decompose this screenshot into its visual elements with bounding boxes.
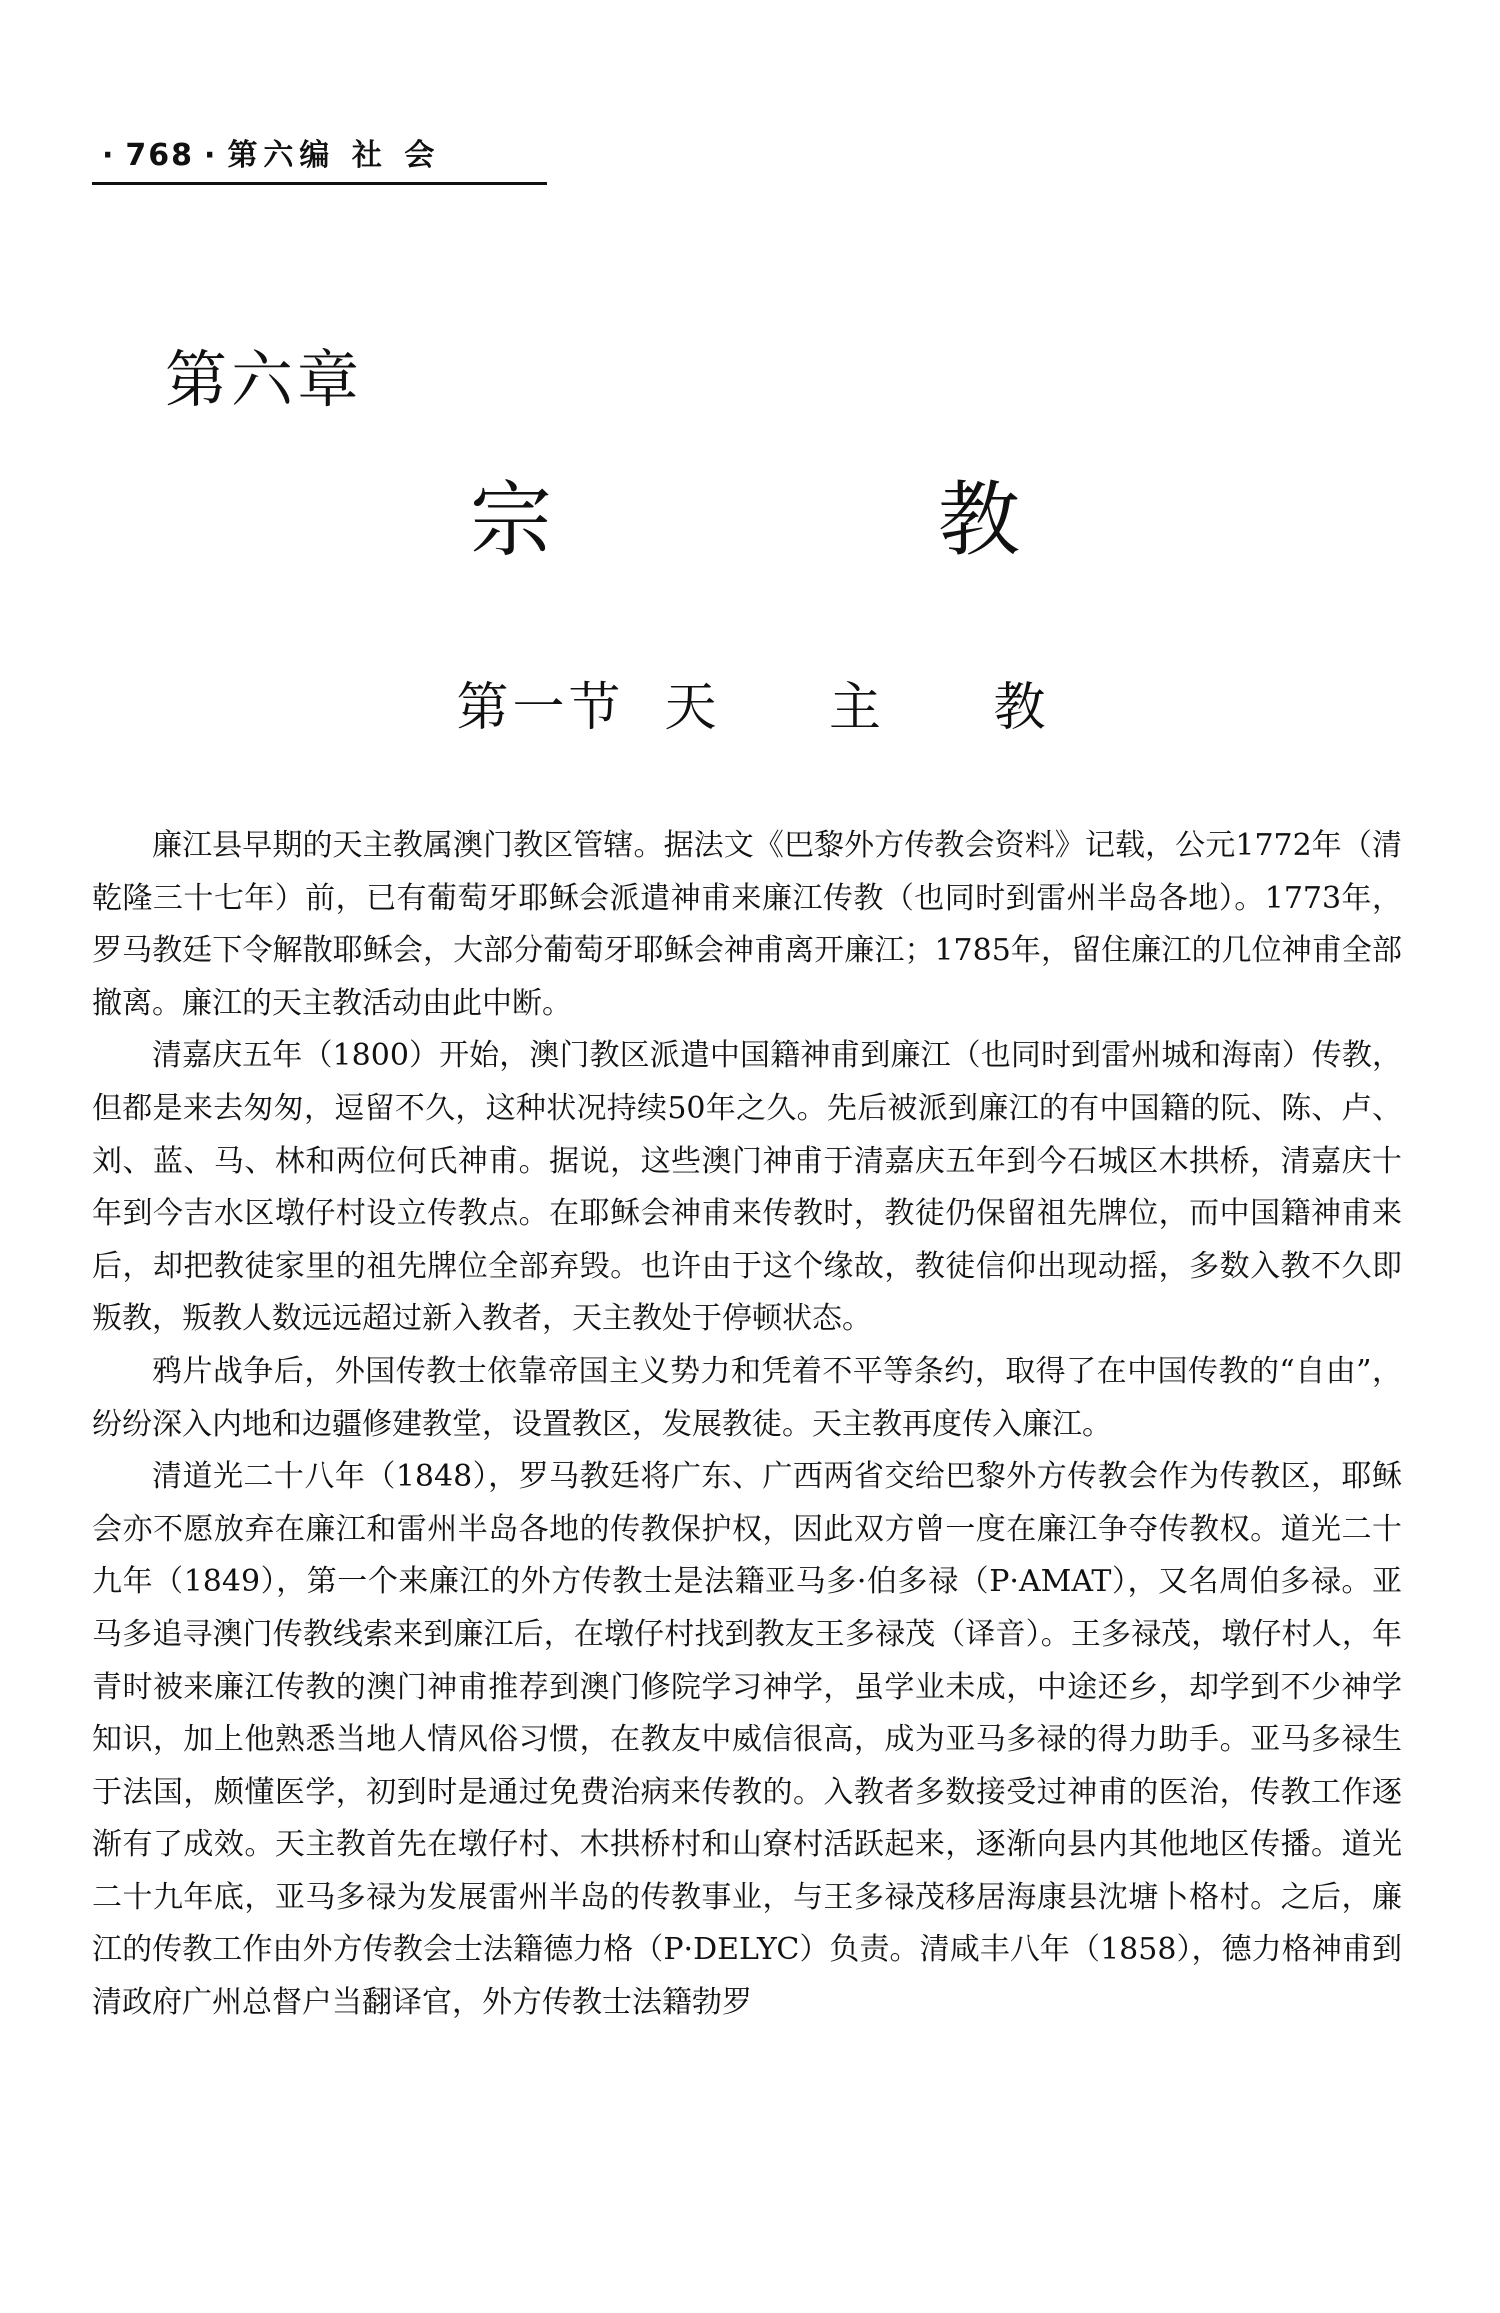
page-number: 768 bbox=[125, 138, 195, 173]
paragraph: 清道光二十八年（1848），罗马教廷将广东、广西两省交给巴黎外方传教会作为传教区，耶稣会亦不愿放弃在廉江和雷州半岛各地的传教保护权，因此双方曾一度在廉江争夺传教权。道光二十九年（1849），第一个来廉江的外方传教士是法籍亚马多·伯多禄（P·AMAT），又名周伯多禄。亚马多追寻澳门传教线索来到廉江后，在墩仔村找到教友王多禄茂（译音）。王多禄茂，墩仔村人，年青时被来廉江传教的澳门神甫推荐到澳门修院学习神学，虽学业未成，中途还乡，却学到不少神学知识，加上他熟悉当地人情风俗习惯，在教友中威信很高，成为亚马多禄的得力助手。亚马多禄生于法国，颇懂医学，初到时是通过免费治病来传教的。入教者多数接受过神甫的医治，传教工作逐渐有了成效。天主教首先在墩仔村、木拱桥村和山寮村活跃起来，逐渐向县内其他地区传播。道光二十九年底，亚马多禄为发展雷州半岛的传教事业，与王多禄茂移居海康县沈塘卜格村。之后，廉江的传教工作由外方传教会士法籍德力格（P·DELYC）负责。清咸丰八年（1858），德力格神甫到清政府广州总督户当翻译官，外方传教士法籍勃罗 bbox=[92, 1459, 1402, 2021]
chapter-label: 第六章 bbox=[165, 343, 364, 416]
body-text bbox=[92, 820, 1402, 2030]
section-heading bbox=[0, 665, 1500, 740]
paragraph: 廉江县早期的天主教属澳门教区管辖。据法文《巴黎外方传教会资料》记载，公元1772年（清乾隆三十七年）前，已有葡萄牙耶稣会派遣神甫来廉江传教（也同时到雷州半岛各地）。1773年，罗马教廷下令解散耶稣会，大部分葡萄牙耶稣会神甫离开廉江；1785年，留住廉江的几位神甫全部撤离。廉江的天主教活动由此中断。 bbox=[92, 828, 1402, 1021]
section-name: 天 主 教 bbox=[664, 678, 1094, 738]
separator-dot: · bbox=[204, 138, 218, 173]
separator-dot: · bbox=[102, 138, 116, 173]
paragraph: 鸦片战争后，外国传教士依靠帝国主义势力和凭着不平等条约，取得了在中国传教的“自由”，纷纷深入内地和边疆修建教堂，设置教区，发展教徒。天主教再度传入廉江。 bbox=[92, 1353, 1402, 1442]
paragraph: 清嘉庆五年（1800）开始，澳门教区派遣中国籍神甫到廉江（也同时到雷州城和海南）传教，但都是来去匆匆，逗留不久，这种状况持续50年之久。先后被派到廉江的有中国籍的阮、陈、卢、刘、蓝、马、林和两位何氏神甫。据说，这些澳门神甫于清嘉庆五年到今石城区木拱桥，清嘉庆十年到今吉水区墩仔村设立传教点。在耶稣会神甫来传教时，教徒仍保留祖先牌位，而中国籍神甫来后，却把教徒家里的祖先牌位全部弃毁。也许由于这个缘故，教徒信仰出现动摇，多数入教不久即叛教，叛教人数远远超过新入教者，天主教处于停顿状态。 bbox=[92, 1038, 1402, 1337]
chapter-title: 宗 教 bbox=[469, 473, 1201, 568]
part-title: 第六编 社 会 bbox=[227, 138, 441, 173]
section-number: 第一节 bbox=[456, 678, 625, 738]
running-head bbox=[92, 130, 547, 185]
